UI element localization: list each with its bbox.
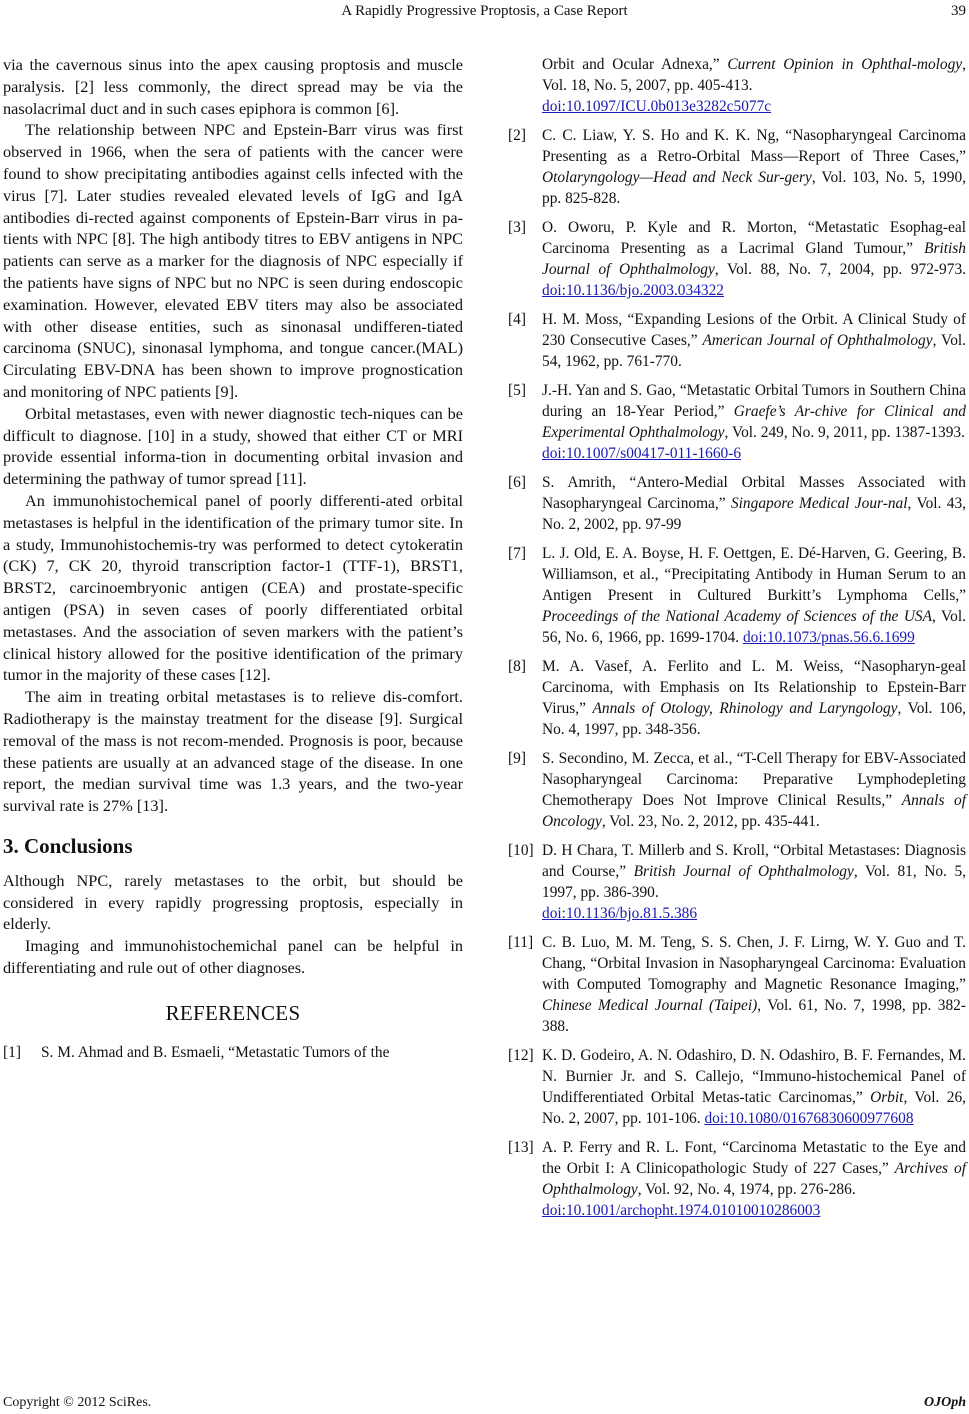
reference-text: S. M. Ahmad and B. Esmaeli, “Metastatic Tumors of the	[41, 1043, 390, 1061]
reference-number: [5]	[508, 382, 526, 399]
reference-details: , Vol. 23, No. 2, 2012, pp. 435-441.	[601, 813, 820, 830]
reference-journal: Archives of Ophthalmology	[542, 1160, 967, 1198]
left-column	[3, 54, 463, 1063]
reference-text	[542, 656, 966, 740]
reference-number: [8]	[508, 658, 526, 675]
conclusion-paragraph: Imaging and immunohistochemichal panel can be helpful in differentiating and rule out of other diagnoses.	[3, 936, 463, 978]
journal-abbrev: OJOph	[923, 1395, 966, 1410]
reference-text	[542, 309, 966, 372]
reference-text	[542, 748, 966, 832]
reference-authors-title: S. Amrith, “Antero-Medial Orbital Masses Associated with Nasopharyngeal Carcinoma,”	[542, 474, 966, 512]
reference-journal: Chinese Medical Journal (Taipei)	[542, 997, 758, 1014]
doi-link[interactable]: doi:10.1136/bjo.2003.034322	[542, 282, 724, 299]
reference-number: [11]	[508, 934, 534, 951]
reference-text	[542, 543, 966, 648]
reference-number: [10]	[508, 842, 534, 859]
body-paragraph: The aim in treating orbital metastases is to relieve dis-comfort. Radiotherapy is the mainstay treatment for the disease [9]. Surgical removal of the mass is not recom-mended. Prognosis is poor, because these patients are usually at an advanced stage of the disease. In one report, the median survival time was 1.3 years, and the two-year survival rate is 27% [13].	[3, 687, 463, 816]
doi-link[interactable]: doi:10.1073/pnas.56.6.1699	[742, 629, 915, 646]
reference-journal: American Journal of Ophthalmology	[702, 332, 933, 349]
reference-number: [3]	[508, 219, 526, 236]
reference-item	[508, 748, 966, 832]
reference-text	[542, 840, 966, 924]
page-footer	[3, 1394, 966, 1412]
reference-journal: Annals of Otology, Rhinology and Laryngology	[592, 700, 898, 717]
reference-details: , Vol. 43, No. 2, 2002, pp. 97-99	[542, 495, 967, 533]
reference-text	[542, 380, 966, 464]
reference-details: , Vol. 54, 1962, pp. 761-770.	[542, 332, 967, 370]
reference-journal: Graefe’s Ar-chive for Clinical and Experimental Ophthalmology	[542, 403, 967, 441]
reference-authors-title: C. C. Liaw, Y. S. Ho and K. K. Ng, “Nasopharyngeal Carcinoma Presenting as a Retro-Orbital Mass—Report of Three Cases,”	[542, 127, 966, 165]
reference-text	[542, 125, 966, 209]
reference-item	[508, 1045, 966, 1129]
reference-text	[542, 1137, 966, 1221]
doi-link[interactable]: doi:10.1080/01676830600977608	[704, 1110, 914, 1127]
page-number: 39	[951, 3, 966, 19]
conclusion-paragraph: Although NPC, rarely metastases to the orbit, but should be considered in every rapidly progressing proptosis, especially in elderly.	[3, 870, 463, 934]
reference-details: , Vol. 88, No. 7, 2004, pp. 972-973.	[714, 261, 966, 278]
body-paragraph: The relationship between NPC and Epstein-Barr virus was first observed in 1966, when the sera of patients with the cancer were found to show precipitating antibodies against cells infected with the virus [7]. Later studies revealed elevated levels of IgG and IgA antibodies di-rected against components of Epstein-Barr virus in pa-tients with NPC [8]. The high antibody titres to EBV antigens in NPC patients can serve as a marker for the diagnosis of NPC especially if the patients have signs of NPC but no NPC is seen during endoscopic examination. However, elevated EBV titers may also be associated with other disease entities, such as sinonasal undifferen-tiated carcinoma (SNUC), sinonasal lymphoma, and tongue cancer.(MAL) Circulating EBV-DNA has been shown to improve prognostication and monitoring of NPC patients [9].	[3, 120, 463, 401]
copyright-notice: Copyright © 2012 SciRes.	[3, 1395, 152, 1410]
reference-details: , Vol. 106, No. 4, 1997, pp. 348-356.	[542, 700, 966, 738]
doi-link[interactable]: doi:10.1097/ICU.0b013e3282c5077c	[542, 98, 772, 115]
reference-text: , Vol. 18, No. 5, 2007, pp. 405-413.	[542, 56, 966, 94]
reference-continuation	[542, 54, 966, 117]
reference-journal: Proceedings of the National Academy of Sciences of the USA	[542, 608, 933, 625]
reference-authors-title: H. M. Moss, “Expanding Lesions of the Orbit. A Clinical Study of 230 Consecutive Cases,”	[542, 311, 966, 349]
reference-authors-title: K. D. Godeiro, A. N. Odashiro, D. N. Odashiro, B. F. Fernandes, M. N. Burnier Jr. and S. Callejo, “Immuno-histochemical Panel of Undifferentiated Orbital Metas-tatic Carcinomas,”	[542, 1047, 966, 1106]
reference-item	[508, 380, 966, 464]
reference-list	[508, 125, 966, 1221]
reference-text	[542, 1045, 966, 1129]
reference-number: [12]	[508, 1047, 534, 1064]
reference-journal: British Journal of Ophthalmology	[542, 240, 966, 278]
reference-details: , Vol. 61, No. 7, 1998, pp. 382-388.	[542, 997, 966, 1035]
reference-number: [7]	[508, 545, 526, 562]
reference-number: [6]	[508, 474, 526, 491]
reference-authors-title: A. P. Ferry and R. L. Font, “Carcinoma Metastatic to the Eye and the Orbit I: A Clinicopathologic Study of 227 Cases,”	[542, 1139, 966, 1177]
reference-journal: Current Opinion in Ophthal-mology	[727, 56, 963, 73]
reference-text: Orbit and Ocular Adnexa,”	[542, 56, 728, 73]
reference-item	[508, 309, 966, 372]
reference-item	[508, 125, 966, 209]
reference-item	[508, 1137, 966, 1221]
body-paragraph: Orbital metastases, even with newer diagnostic tech-niques can be difficult to diagnose. [10] in a study, showed that either CT or MRI provide essential informa-tion in documenting orbital invasion and determining the pathway of tumor spread [11].	[3, 403, 463, 489]
reference-details: , Vol. 26, No. 2, 2007, pp. 101-106.	[542, 1089, 967, 1127]
reference-text	[542, 217, 966, 301]
doi-link[interactable]: doi:10.1007/s00417-011-1660-6	[542, 445, 742, 462]
running-title: A Rapidly Progressive Proptosis, a Case Report	[341, 3, 628, 19]
reference-journal: British Journal of Ophthalmology	[633, 863, 854, 880]
references-heading: REFERENCES	[165, 1000, 301, 1025]
reference-journal: Annals of Oncology	[542, 792, 966, 830]
body-paragraph: via the cavernous sinus into the apex causing proptosis and muscle paralysis. [2] less commonly, the direct spread may be via the nasolacrimal duct and in such cases epiphora is common [6].	[3, 55, 463, 118]
reference-item	[508, 217, 966, 301]
reference-item	[508, 543, 966, 648]
reference-text	[542, 472, 966, 535]
reference-number: [9]	[508, 750, 526, 767]
body-paragraph: An immunohistochemical panel of poorly differenti-ated orbital metastases is helpful in the identification of the primary tumor site. In a study, Immunohistochemis-try was performed to detect cytokeratin (CK) 7, CK 20, thyroid transcription factor-1 (TTF-1), BRST1, BRST2, carcinoembryonic antigen (CEA) and prostate-specific antigen (PSA) in seven cases of poorly differentiated orbital metastases. And the association of seven markers with the patient’s clinical history allowed for the positive identification of the primary tumor in the majority of these cases [12].	[3, 490, 463, 685]
reference-details: , Vol. 92, No. 4, 1974, pp. 276-286.	[637, 1181, 856, 1198]
reference-number: [1]	[3, 1043, 21, 1061]
reference-details: , Vol. 249, No. 9, 2011, pp. 1387-1393.	[724, 424, 965, 441]
reference-item	[508, 840, 966, 924]
section-heading-conclusions: 3. Conclusions	[3, 833, 133, 858]
running-header	[0, 0, 969, 22]
reference-journal: Otolaryngology—Head and Neck Sur-gery	[542, 169, 812, 186]
reference-journal: Orbit	[870, 1089, 904, 1106]
reference-authors-title: J.-H. Yan and S. Gao, “Metastatic Orbital Tumors in Southern China during an 18-Year Period,”	[542, 382, 966, 420]
reference-number: [13]	[508, 1139, 534, 1156]
reference-authors-title: D. H Chara, T. Millerb and S. Kroll, “Orbital Metastases: Diagnosis and Course,”	[542, 842, 966, 880]
reference-item	[508, 932, 966, 1037]
reference-number: [4]	[508, 311, 526, 328]
reference-details: , Vol. 103, No. 5, 1990, pp. 825-828.	[542, 169, 966, 207]
reference-authors-title: S. Secondino, M. Zecca, et al., “T-Cell Therapy for EBV-Associated Nasopharyngeal Carcinoma: Preparative Lymphodepleting Chemotherapy Does Not Improve Clinical Results,”	[542, 750, 966, 809]
reference-journal: Singapore Medical Jour-nal	[730, 495, 908, 512]
reference-details: , Vol. 56, No. 6, 1966, pp. 1699-1704.	[542, 608, 966, 646]
doi-link[interactable]: doi:10.1001/archopht.1974.01010010286003	[542, 1202, 821, 1219]
right-column	[508, 54, 966, 1229]
doi-link[interactable]: doi:10.1136/bjo.81.5.386	[542, 905, 698, 922]
reference-item	[508, 656, 966, 740]
reference-authors-title: M. A. Vasef, A. Ferlito and L. M. Weiss, “Nasopharyn-geal Carcinoma, with Emphasis on Its Relationship to Epstein-Barr Virus,”	[542, 658, 966, 717]
reference-authors-title: C. B. Luo, M. M. Teng, S. S. Chen, J. F. Lirng, W. Y. Guo and T. Chang, “Orbital Invasion in Nasopharyngeal Carcinoma: Evaluation with Computed Tomography and Magnetic Resonance Imaging,”	[542, 934, 966, 993]
reference-item	[3, 1043, 463, 1063]
reference-details: , Vol. 81, No. 5, 1997, pp. 386-390.	[542, 863, 966, 901]
reference-number: [2]	[508, 127, 526, 144]
reference-authors-title: O. Oworu, P. Kyle and R. Morton, “Metastatic Esophag-eal Carcinoma Presenting as a Lacrimal Gland Tumour,”	[542, 219, 966, 257]
reference-authors-title: L. J. Old, E. A. Boyse, H. F. Oettgen, E. Dé-Harven, G. Geering, B. Williamson, et al., “Precipitating Antibody in Human Serum to an Antigen Present in Cultured Burkitt’s Lymphoma Cells,”	[542, 545, 966, 604]
reference-item	[508, 472, 966, 535]
reference-text	[542, 932, 966, 1037]
